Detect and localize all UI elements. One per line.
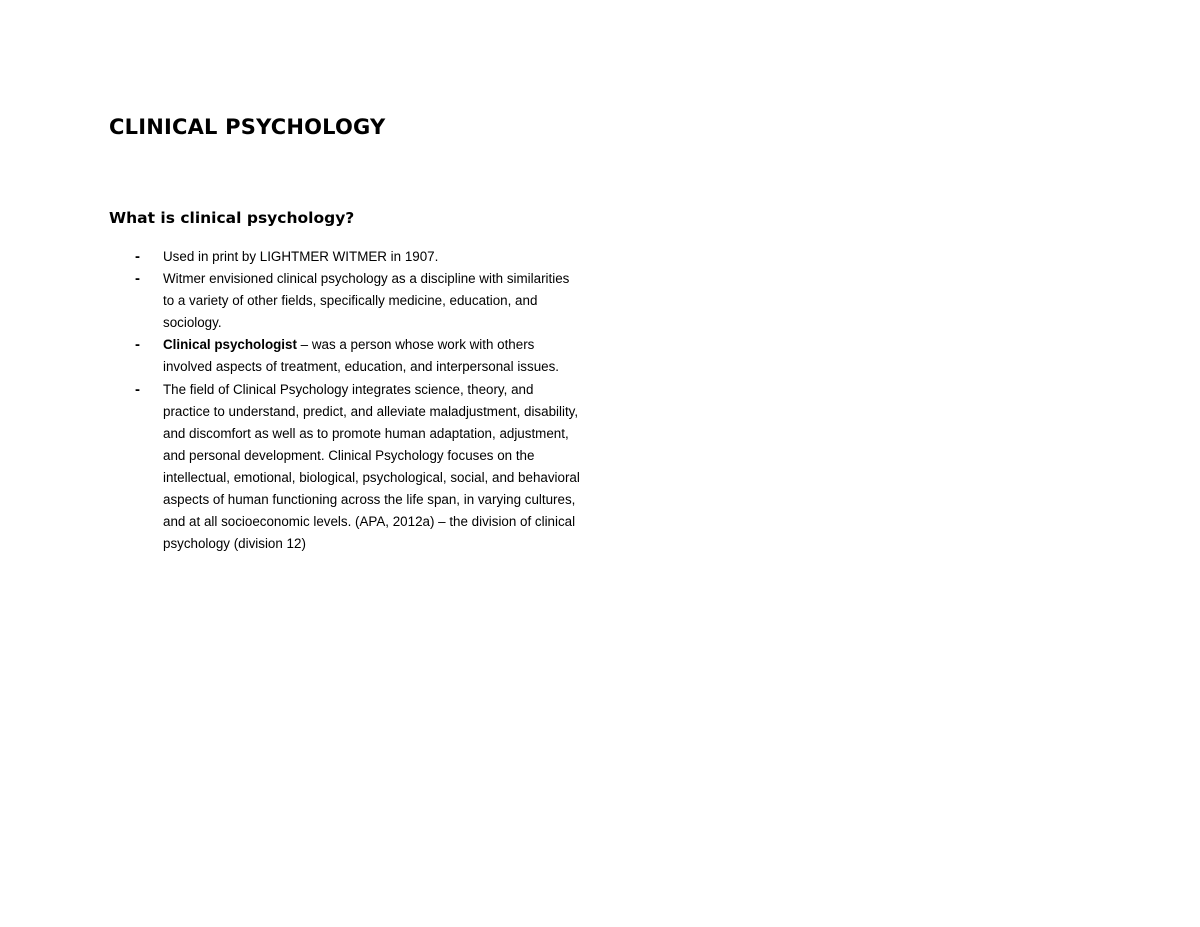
list-item (0, 268, 583, 334)
bullet-term: Clinical psychologist (163, 337, 297, 353)
dash-bullet-icon: - (135, 336, 140, 354)
list-item (0, 379, 583, 556)
list-item (0, 334, 583, 378)
bullet-text: Used in print by LIGHTMER WITMER in 1907. (163, 249, 439, 264)
bullet-text: – was a person whose work with others involved aspects of treatment, education, and interpersonal issues. (163, 337, 559, 375)
dash-bullet-icon: - (135, 380, 140, 398)
bullet-text: The field of Clinical Psychology integrates science, theory, and practice to understand, predict, and alleviate maladjustment, disability, and discomfort as well as to promote human adaptation, adjustment, and personal development. Clinical Psychology focuses on the intellectual, emotional, biological, psychological, social, and behavioral aspects of human functioning across the life span, in varying cultures, and at all socioeconomic levels. (APA, 2012a) – the division of clinical psychology (division 12) (163, 381, 580, 552)
document-title: CLINICAL PSYCHOLOGY (109, 115, 386, 139)
dash-bullet-icon: - (135, 270, 140, 288)
bullet-text: Witmer envisioned clinical psychology as a discipline with similarities to a variety of other fields, specifically medicine, education, and sociology. (163, 271, 570, 331)
section-heading: What is clinical psychology? (109, 209, 355, 227)
dash-bullet-icon: - (135, 248, 140, 265)
list-item (0, 246, 583, 268)
bullet-list (0, 246, 600, 555)
